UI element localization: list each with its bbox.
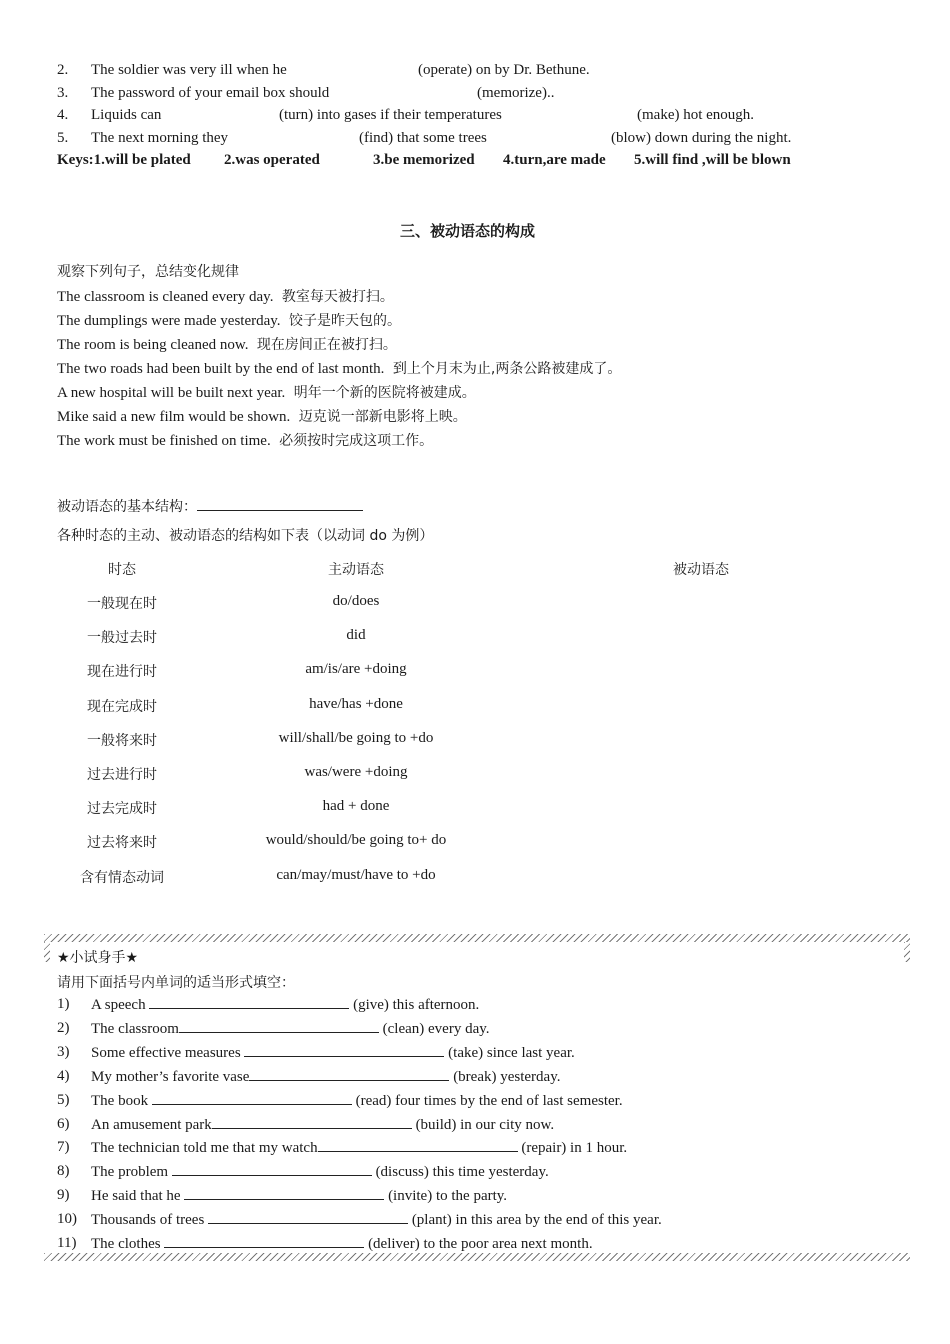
example-chinese: 饺子是昨天包的。 xyxy=(284,313,401,329)
table-header: 时态 xyxy=(108,562,136,578)
exercise-text: (turn) into gases if their temperatures xyxy=(279,107,502,123)
exercise-text: The next morning they xyxy=(91,129,229,146)
answer-blank[interactable] xyxy=(149,996,349,1009)
practice-text-after: (repair) in 1 hour. xyxy=(517,1140,628,1157)
example-chinese: 教室每天被打扫。 xyxy=(277,289,394,305)
practice-text-after: (read) four times by the end of last semester. xyxy=(351,1092,623,1109)
answer-blank[interactable] xyxy=(152,1092,352,1105)
example-sentence xyxy=(57,334,397,354)
practice-text-after: (discuss) this time yesterday. xyxy=(371,1164,549,1181)
answer-key: 2.was operated xyxy=(224,152,320,168)
table-header: 被动语态 xyxy=(673,562,729,578)
exercise-text: The password of your email box should xyxy=(91,84,330,101)
tense-name: 过去完成时 xyxy=(87,801,157,818)
practice-text-before: Thousands of trees xyxy=(91,1212,209,1229)
practice-instruction: 请用下面括号内单词的适当形式填空： xyxy=(57,975,295,991)
example-english: The two roads had been built by the end of last month. xyxy=(57,361,385,377)
active-form: am/is/are +doing xyxy=(305,661,407,678)
practice-number: 7) xyxy=(57,1139,70,1156)
practice-text-after: (break) yesterday. xyxy=(449,1068,561,1085)
example-english: The classroom is cleaned every day. xyxy=(57,289,274,305)
practice-box-left-border xyxy=(44,942,50,962)
example-sentence xyxy=(57,430,433,450)
active-form: have/has +done xyxy=(309,695,403,712)
basic-structure xyxy=(57,496,363,516)
active-form: was/were +doing xyxy=(304,764,408,780)
answer-key: 5.will find ,will be blown xyxy=(634,152,791,168)
exercise-number: 4. xyxy=(57,107,69,123)
practice-number: 11) xyxy=(57,1235,77,1251)
tense-name: 现在进行时 xyxy=(87,664,157,681)
practice-item xyxy=(91,1044,575,1062)
example-english: The work must be finished on time. xyxy=(57,433,271,449)
practice-item xyxy=(91,1163,549,1181)
tense-name: 一般将来时 xyxy=(87,732,157,749)
practice-number: 6) xyxy=(57,1115,70,1132)
practice-item xyxy=(91,1092,623,1110)
practice-item xyxy=(91,1139,627,1157)
exercise-number: 2. xyxy=(57,62,69,78)
answer-blank[interactable] xyxy=(172,1163,372,1176)
practice-text-before: He said that he xyxy=(91,1188,185,1205)
practice-number: 9) xyxy=(57,1187,70,1204)
answer-blank[interactable] xyxy=(212,1116,412,1129)
table-header: 主动语态 xyxy=(328,562,384,578)
practice-text-before: My mother’s favorite vase xyxy=(91,1068,250,1085)
practice-number: 2) xyxy=(57,1019,70,1036)
practice-text-before: The clothes xyxy=(91,1236,165,1252)
exercise-text: Liquids can xyxy=(91,107,162,123)
example-sentence xyxy=(57,310,401,330)
example-english: The room is being cleaned now. xyxy=(57,337,249,353)
practice-text-after: (take) since last year. xyxy=(444,1044,575,1061)
answer-blank[interactable] xyxy=(244,1044,444,1057)
answer-blank[interactable] xyxy=(208,1211,408,1224)
practice-text-after: (invite) to the party. xyxy=(384,1188,508,1205)
practice-text-before: A speech xyxy=(91,997,150,1013)
example-chinese: 到上个月末为止,两条公路被建成了。 xyxy=(388,361,622,377)
practice-text-after: (give) this afternoon. xyxy=(349,997,480,1013)
answer-blank[interactable] xyxy=(318,1139,518,1152)
exercise-number: 3. xyxy=(57,84,69,101)
example-chinese: 迈克说一部新电影将上映。 xyxy=(294,409,467,425)
tense-name: 含有情态动词 xyxy=(80,869,164,886)
practice-text-before: The book xyxy=(91,1092,152,1109)
practice-text-before: Some effective measures xyxy=(91,1044,245,1061)
exercise-text: (blow) down during the night. xyxy=(611,129,792,146)
practice-number: 10) xyxy=(57,1211,77,1228)
answer-key: 3.be memorized xyxy=(373,152,475,168)
example-chinese: 必须按时完成这项工作。 xyxy=(274,433,434,449)
practice-number: 1) xyxy=(57,996,70,1012)
exercise-text: (operate) on by Dr. Bethune. xyxy=(418,62,590,78)
practice-item xyxy=(91,1068,561,1086)
practice-number: 8) xyxy=(57,1163,70,1180)
practice-item xyxy=(91,1211,662,1229)
practice-box-bottom-border xyxy=(44,1253,910,1261)
example-sentence xyxy=(57,406,467,426)
practice-title: ★小试身手★ xyxy=(57,950,139,966)
active-form: did xyxy=(346,627,366,644)
practice-text-after: (plant) in this area by the end of this year. xyxy=(408,1212,662,1229)
practice-item xyxy=(91,1116,554,1134)
observe-intro: 观察下列句子，总结变化规律 xyxy=(57,264,239,280)
practice-item xyxy=(91,1187,507,1205)
tense-name: 现在完成时 xyxy=(87,698,157,715)
example-english: A new hospital will be built next year. xyxy=(57,385,286,401)
tense-name: 过去进行时 xyxy=(87,767,157,783)
practice-text-before: The technician told me that my watch xyxy=(91,1140,318,1157)
practice-text-before: The problem xyxy=(91,1164,172,1181)
basic-structure-blank[interactable] xyxy=(197,498,363,511)
active-form: do/does xyxy=(332,593,380,609)
answer-key: Keys:1.will be plated xyxy=(57,152,191,168)
practice-number: 4) xyxy=(57,1067,70,1084)
example-chinese: 明年一个新的医院将被建成。 xyxy=(289,385,476,401)
active-form: had + done xyxy=(322,798,390,815)
practice-item xyxy=(91,1020,490,1038)
answer-blank[interactable] xyxy=(164,1235,364,1248)
exercise-text: (find) that some trees xyxy=(359,129,487,146)
practice-text-after: (clean) every day. xyxy=(378,1020,490,1037)
practice-box-right-border xyxy=(904,942,910,962)
exercise-number: 5. xyxy=(57,129,69,146)
basic-structure-label: 被动语态的基本结构： xyxy=(57,499,197,515)
active-form: would/should/be going to+ do xyxy=(265,832,447,849)
exercise-text: (memorize).. xyxy=(477,84,555,101)
exercise-text: (make) hot enough. xyxy=(637,107,755,123)
answer-key: 4.turn,are made xyxy=(503,152,606,168)
active-form: will/shall/be going to +do xyxy=(278,729,434,746)
example-sentence xyxy=(57,382,476,402)
section-title: 三、被动语态的构成 xyxy=(400,222,536,240)
practice-text-before: An amusement park xyxy=(91,1116,212,1133)
practice-text-after: (build) in our city now. xyxy=(411,1116,555,1133)
practice-item xyxy=(91,996,479,1014)
exercise-text: The soldier was very ill when he xyxy=(91,62,287,78)
practice-text-after: (deliver) to the poor area next month. xyxy=(364,1236,593,1252)
answer-blank[interactable] xyxy=(179,1020,379,1033)
tense-name: 一般现在时 xyxy=(87,596,157,612)
practice-text-before: The classroom xyxy=(91,1020,179,1037)
example-sentence xyxy=(57,358,621,378)
practice-box-top-border xyxy=(44,934,910,942)
example-english: The dumplings were made yesterday. xyxy=(57,313,281,329)
answer-blank[interactable] xyxy=(184,1187,384,1200)
example-english: Mike said a new film would be shown. xyxy=(57,409,291,425)
tense-name: 过去将来时 xyxy=(87,835,157,852)
active-form: can/may/must/have to +do xyxy=(276,866,436,883)
answer-blank[interactable] xyxy=(249,1068,449,1081)
example-chinese: 现在房间正在被打扫。 xyxy=(252,337,397,353)
practice-number: 3) xyxy=(57,1043,70,1060)
practice-item xyxy=(91,1235,593,1253)
practice-number: 5) xyxy=(57,1091,70,1108)
table-intro: 各种时态的主动、被动语态的结构如下表（以动词 do 为例） xyxy=(57,528,434,544)
tense-name: 一般过去时 xyxy=(87,630,157,647)
example-sentence xyxy=(57,286,394,306)
